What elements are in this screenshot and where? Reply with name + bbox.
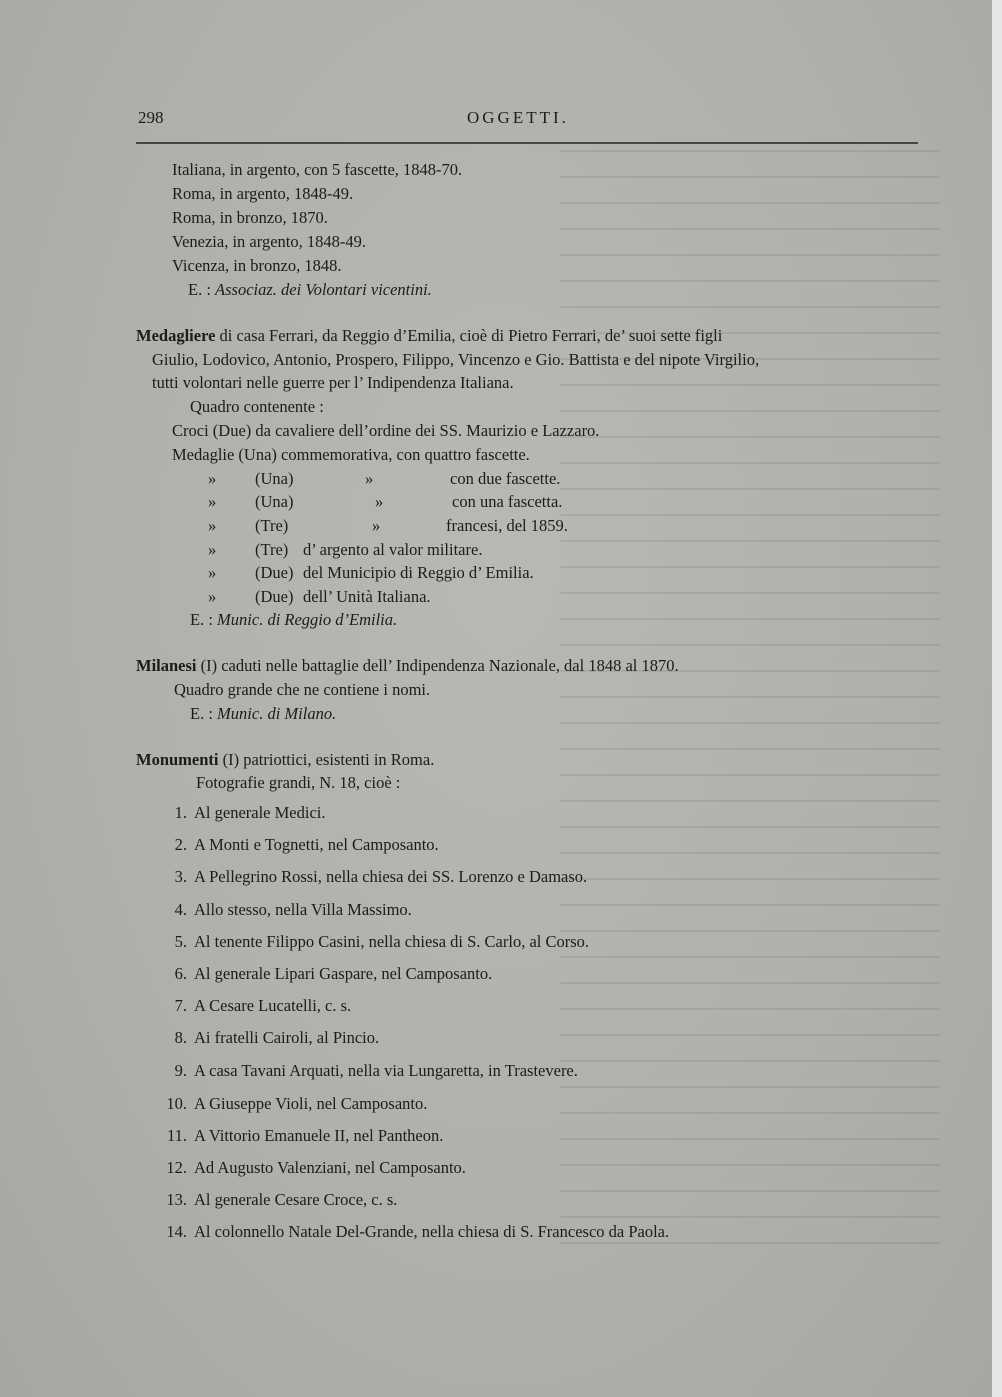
exhibitor-name: Munic. di Milano.	[217, 704, 337, 723]
list-text: Al colonnello Natale Del-Grande, nella chiesa di S. Francesco da Paola.	[194, 1222, 670, 1241]
list-item	[157, 1061, 578, 1081]
quantity: (Una)	[255, 492, 294, 511]
list-number: 1.	[174, 803, 187, 822]
quadro-line: Quadro grande che ne contiene i nomi.	[174, 680, 431, 699]
list-text: Al tenente Filippo Casini, nella chiesa di S. Carlo, al Corso.	[194, 932, 590, 951]
entry-text-line: tutti volontari nelle guerre per l’ Indipendenza Italiana.	[152, 373, 514, 392]
header-rule	[136, 142, 918, 144]
list-number: 2.	[174, 835, 187, 854]
list-text: Ai fratelli Cairoli, al Pincio.	[194, 1028, 380, 1047]
list-item	[157, 867, 587, 887]
list-text: Al generale Lipari Gaspare, nel Camposanto.	[194, 964, 493, 983]
exhibitor-line	[190, 704, 336, 724]
quantity: (Una)	[255, 469, 294, 488]
item-description: dell’ Unità Italiana.	[303, 587, 431, 606]
list-item	[157, 835, 439, 855]
ditto-mark: »	[208, 587, 217, 606]
ditto-mark: »	[208, 563, 217, 582]
entry-keyword: Medagliere	[136, 326, 216, 345]
bleed-through-texture	[560, 150, 940, 1250]
list-item	[157, 1158, 466, 1178]
exhibitor-line	[188, 280, 432, 300]
running-head: OGGETTI.	[467, 108, 569, 127]
exhibitor-name: Munic. di Reggio d’Emilia.	[217, 610, 398, 629]
list-number: 13.	[166, 1190, 187, 1209]
ditto-mark: »	[375, 492, 384, 511]
list-item	[157, 1094, 427, 1114]
entry-text-line: Giulio, Lodovico, Antonio, Prospero, Filippo, Vincenzo e Gio. Battista e del nipote Virgilio,	[152, 350, 760, 369]
quantity: (Tre)	[255, 540, 289, 559]
list-text: A casa Tavani Arquati, nella via Lungaretta, in Trastevere.	[194, 1061, 578, 1080]
list-text: A Cesare Lucatelli, c. s.	[194, 996, 352, 1015]
entry-text: di casa Ferrari, da Reggio d’Emilia, cioè di Pietro Ferrari, de’ suoi sette figli	[215, 326, 723, 345]
ditto-mark: »	[208, 516, 217, 535]
list-number: 3.	[174, 867, 187, 886]
list-text: Allo stesso, nella Villa Massimo.	[194, 900, 412, 919]
continuation-line: Roma, in bronzo, 1870.	[172, 208, 328, 227]
entry-milanesi	[136, 656, 679, 676]
list-number: 10.	[166, 1094, 187, 1113]
ditto-mark: »	[208, 469, 217, 488]
list-number: 6.	[174, 964, 187, 983]
medaglie-line: Medaglie (Una) commemorativa, con quattro fascette.	[172, 445, 530, 464]
list-number: 4.	[174, 900, 187, 919]
entry-monumenti	[136, 750, 434, 770]
list-text: A Monti e Tognetti, nel Camposanto.	[194, 835, 439, 854]
list-item	[157, 996, 351, 1016]
continuation-line: Roma, in argento, 1848-49.	[172, 184, 354, 203]
list-item	[157, 932, 589, 952]
list-number: 7.	[174, 996, 187, 1015]
list-item	[157, 1190, 397, 1210]
list-number: 12.	[166, 1158, 187, 1177]
list-number: 9.	[174, 1061, 187, 1080]
list-number: 11.	[166, 1126, 187, 1145]
list-item	[157, 803, 325, 823]
list-text: A Pellegrino Rossi, nella chiesa dei SS. Lorenzo e Damaso.	[194, 867, 588, 886]
entry-text: (I) caduti nelle battaglie dell’ Indipendenza Nazionale, dal 1848 al 1870.	[196, 656, 679, 675]
list-number: 14.	[166, 1222, 187, 1241]
exhibitor-line	[190, 610, 397, 630]
quantity: (Tre)	[255, 516, 289, 535]
list-text: Ad Augusto Valenziani, nel Camposanto.	[194, 1158, 466, 1177]
exhibitor-name: Associaz. dei Volontari vicentini.	[215, 280, 432, 299]
ditto-mark: »	[372, 516, 381, 535]
continuation-line: Italiana, in argento, con 5 fascette, 1848-70.	[172, 160, 463, 179]
list-item	[157, 900, 412, 920]
entry-medagliere	[136, 326, 722, 346]
list-number: 5.	[174, 932, 187, 951]
item-description: con due fascette.	[450, 469, 561, 488]
item-description: con una fascetta.	[452, 492, 563, 511]
page-number: 298	[138, 108, 164, 127]
list-item	[157, 1126, 443, 1146]
item-description: del Municipio di Reggio d’ Emilia.	[303, 563, 534, 582]
list-number: 8.	[174, 1028, 187, 1047]
entry-keyword: Monumenti	[136, 750, 219, 769]
list-text: A Giuseppe Violi, nel Camposanto.	[194, 1094, 428, 1113]
list-item	[157, 1222, 669, 1242]
exhibitor-prefix: E. :	[190, 704, 218, 723]
entry-keyword: Milanesi	[136, 656, 197, 675]
quantity: (Due)	[255, 563, 294, 582]
list-text: Al generale Cesare Croce, c. s.	[194, 1190, 398, 1209]
continuation-line: Vicenza, in bronzo, 1848.	[172, 256, 342, 275]
item-description: francesi, del 1859.	[446, 516, 568, 535]
list-item	[157, 964, 492, 984]
page-edge	[992, 0, 1002, 1397]
quadro-line: Quadro contenente :	[190, 397, 324, 416]
fotografie-line: Fotografie grandi, N. 18, cioè :	[196, 773, 401, 792]
entry-text: (I) patriottici, esistenti in Roma.	[218, 750, 435, 769]
continuation-line: Venezia, in argento, 1848-49.	[172, 232, 366, 251]
exhibitor-prefix: E. :	[188, 280, 216, 299]
item-description: d’ argento al valor militare.	[303, 540, 483, 559]
exhibitor-prefix: E. :	[190, 610, 218, 629]
list-text: Al generale Medici.	[194, 803, 326, 822]
quantity: (Due)	[255, 587, 294, 606]
list-item	[157, 1028, 379, 1048]
croci-line: Croci (Due) da cavaliere dell’ordine dei SS. Maurizio e Lazzaro.	[172, 421, 600, 440]
ditto-mark: »	[208, 540, 217, 559]
ditto-mark: »	[208, 492, 217, 511]
page-header	[0, 108, 1002, 138]
list-text: A Vittorio Emanuele II, nel Pantheon.	[194, 1126, 444, 1145]
ditto-mark: »	[365, 469, 374, 488]
